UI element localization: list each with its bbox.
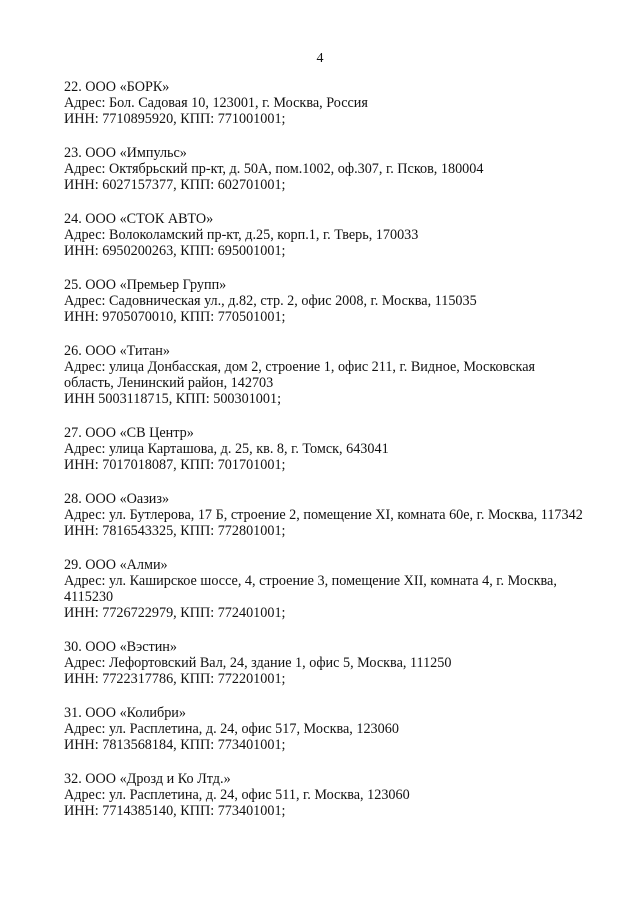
company-entry	[64, 425, 584, 473]
company-entry	[64, 343, 584, 407]
company-title: 28. ООО «Оазиз»	[64, 491, 170, 507]
company-inn: ИНН: 6950200263, КПП: 695001001;	[64, 243, 286, 259]
company-title: 22. ООО «БОРК»	[64, 79, 170, 95]
page-number: 4	[316, 51, 324, 66]
company-address: Адрес: Бол. Садовая 10, 123001, г. Москва, Россия	[64, 95, 368, 111]
company-inn: ИНН: 7017018087, КПП: 701701001;	[64, 457, 286, 473]
company-list	[64, 79, 584, 837]
company-title: 26. ООО «Титан»	[64, 343, 170, 359]
company-inn: ИНН: 7813568184, КПП: 773401001;	[64, 737, 286, 753]
company-entry	[64, 277, 584, 325]
company-entry	[64, 79, 584, 127]
company-address: Адрес: Октябрьский пр-кт, д. 50А, пом.1002, оф.307, г. Псков, 180004	[64, 161, 484, 177]
company-title: 32. ООО «Дрозд и Ко Лтд.»	[64, 771, 231, 787]
company-title: 30. ООО «Вэстин»	[64, 639, 177, 655]
company-address: Адрес: ул. Бутлерова, 17 Б, строение 2, помещение XI, комната 60е, г. Москва, 117342	[64, 507, 583, 523]
company-entry	[64, 145, 584, 193]
company-address: Адрес: Волоколамский пр-кт, д.25, корп.1, г. Тверь, 170033	[64, 227, 419, 243]
company-inn: ИНН: 7710895920, КПП: 771001001;	[64, 111, 286, 127]
company-address: Адрес: улица Карташова, д. 25, кв. 8, г. Томск, 643041	[64, 441, 389, 457]
company-inn: ИНН: 6027157377, КПП: 602701001;	[64, 177, 286, 193]
company-inn: ИНН: 7726722979, КПП: 772401001;	[64, 605, 286, 621]
company-address: Адрес: Лефортовский Вал, 24, здание 1, офис 5, Москва, 111250	[64, 655, 452, 671]
company-inn: ИНН: 7816543325, КПП: 772801001;	[64, 523, 286, 539]
company-title: 23. ООО «Импульс»	[64, 145, 187, 161]
company-inn: ИНН: 7714385140, КПП: 773401001;	[64, 803, 286, 819]
company-address: Адрес: улица Донбасская, дом 2, строение 1, офис 211, г. Видное, Московская область, Ленинский район, 142703	[64, 359, 536, 391]
company-inn: ИНН: 9705070010, КПП: 770501001;	[64, 309, 286, 325]
company-title: 29. ООО «Алми»	[64, 557, 168, 573]
company-title: 24. ООО «СТОК АВТО»	[64, 211, 214, 227]
company-entry	[64, 705, 584, 753]
company-title: 27. ООО «СВ Центр»	[64, 425, 194, 441]
company-inn: ИНН 5003118715, КПП: 500301001;	[64, 391, 282, 407]
company-entry	[64, 771, 584, 819]
company-address: Адрес: ул. Каширское шоссе, 4, строение 3, помещение XII, комната 4, г. Москва, 4115230	[64, 573, 557, 605]
company-entry	[64, 557, 584, 621]
company-title: 25. ООО «Премьер Групп»	[64, 277, 227, 293]
company-address: Адрес: ул. Расплетина, д. 24, офис 517, Москва, 123060	[64, 721, 399, 737]
company-entry	[64, 639, 584, 687]
company-entry	[64, 211, 584, 259]
company-title: 31. ООО «Колибри»	[64, 705, 186, 721]
company-address: Адрес: ул. Расплетина, д. 24, офис 511, г. Москва, 123060	[64, 787, 410, 803]
company-entry	[64, 491, 584, 539]
company-address: Адрес: Садовническая ул., д.82, стр. 2, офис 2008, г. Москва, 115035	[64, 293, 477, 309]
company-inn: ИНН: 7722317786, КПП: 772201001;	[64, 671, 286, 687]
